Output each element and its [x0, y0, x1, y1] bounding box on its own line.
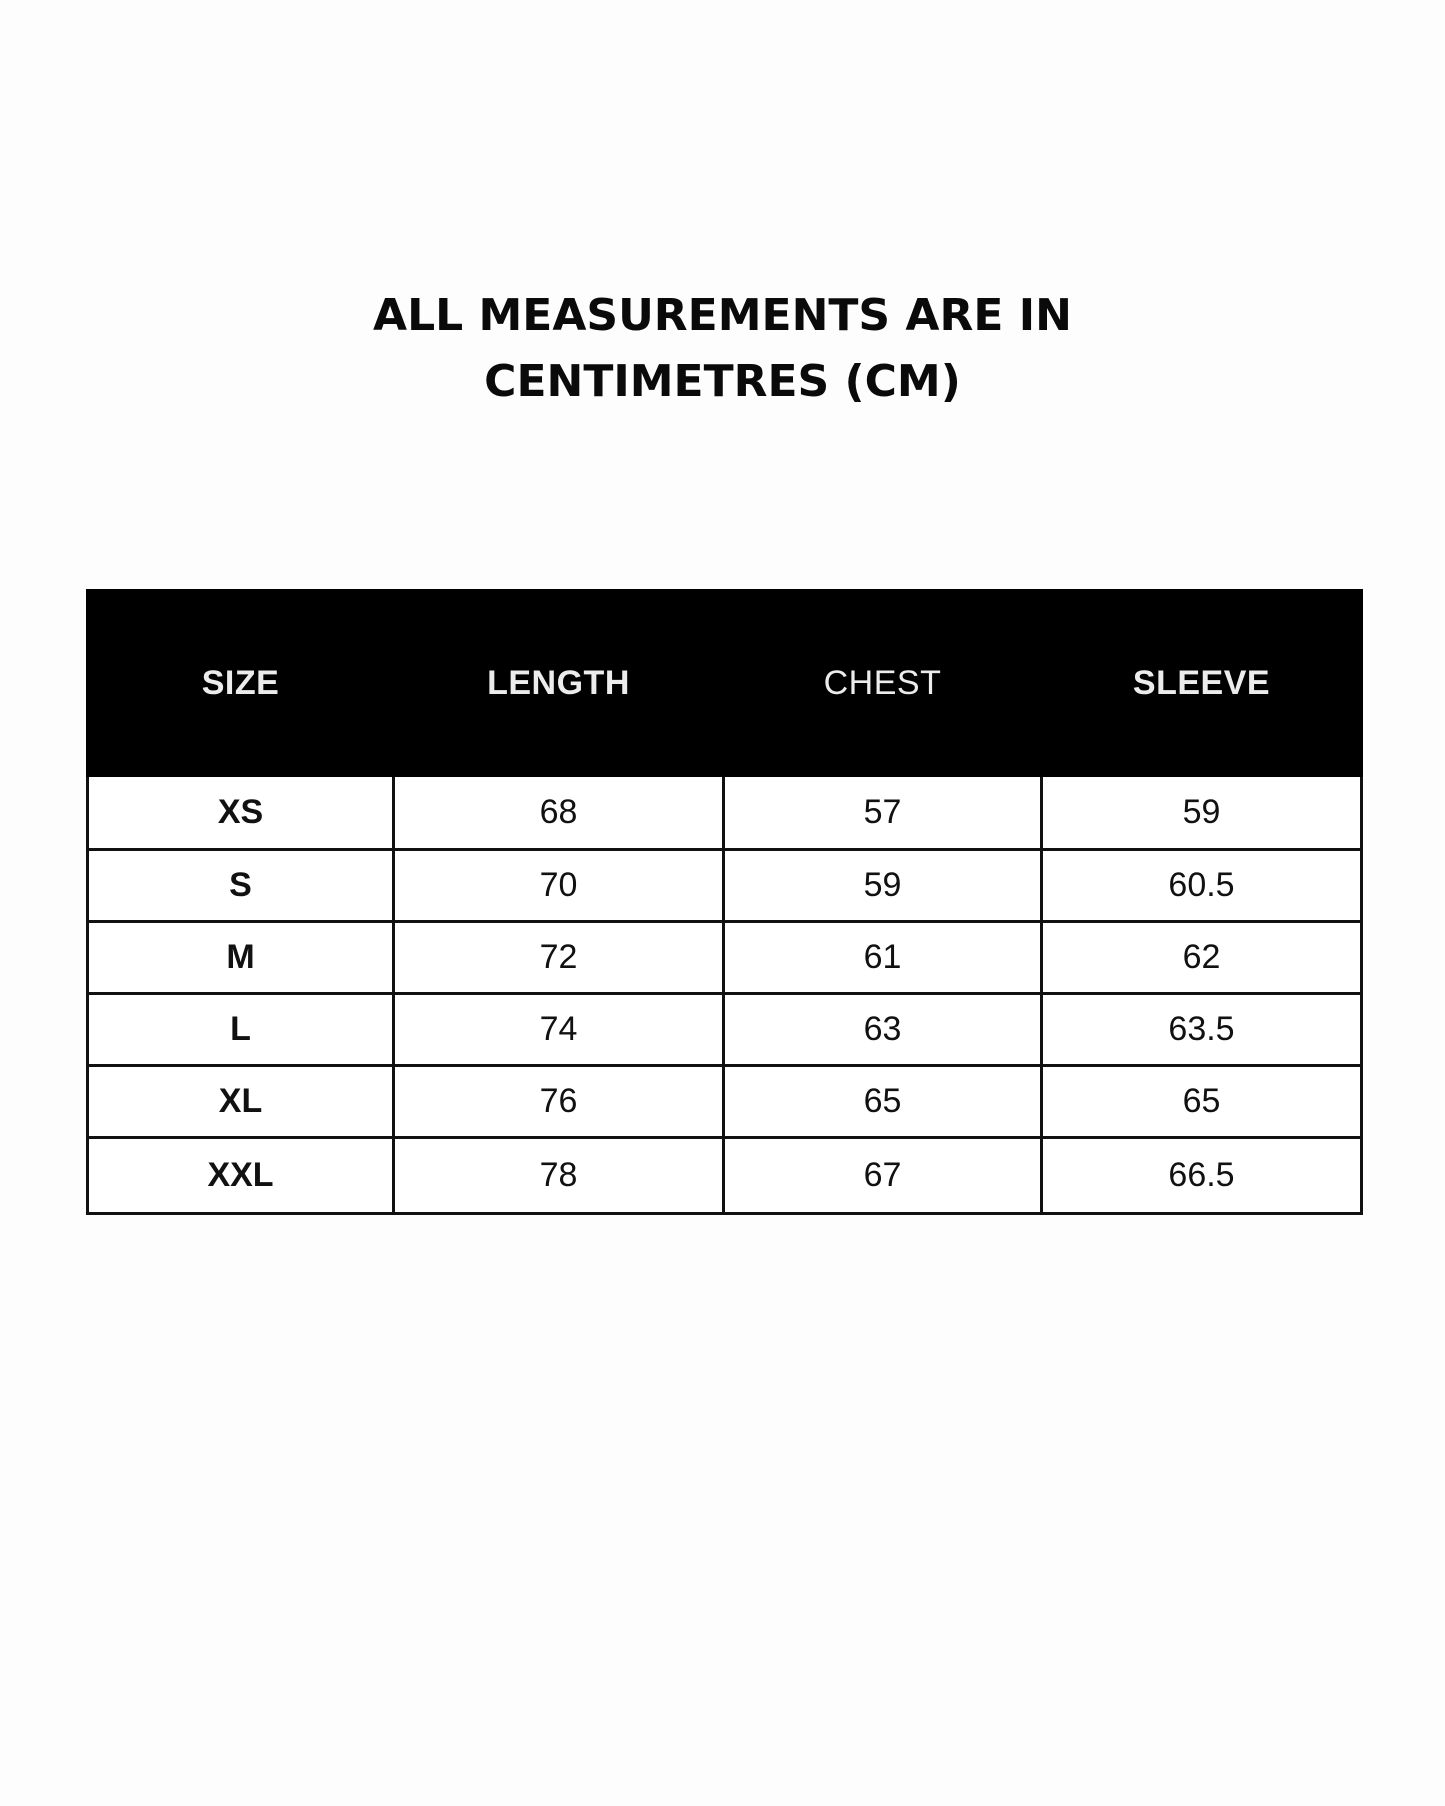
chest-cell: 63: [724, 994, 1042, 1066]
table-row: [88, 776, 1362, 850]
size-cell: XXL: [88, 1138, 394, 1214]
chest-cell: 67: [724, 1138, 1042, 1214]
table-row: [88, 994, 1362, 1066]
length-cell: 74: [394, 994, 724, 1066]
length-cell: 68: [394, 776, 724, 850]
header-size: SIZE: [88, 591, 394, 776]
header-row: [88, 591, 1362, 776]
length-cell: 78: [394, 1138, 724, 1214]
chest-cell: 59: [724, 850, 1042, 922]
size-chart-table: [86, 589, 1363, 1215]
heading-line-1: ALL MEASUREMENTS ARE IN: [373, 290, 1072, 341]
length-cell: 72: [394, 922, 724, 994]
sleeve-cell: 62: [1042, 922, 1362, 994]
table-body: [88, 776, 1362, 1214]
heading-line-2: CENTIMETRES (CM): [484, 356, 961, 407]
header-sleeve: SLEEVE: [1042, 591, 1362, 776]
size-cell: XL: [88, 1066, 394, 1138]
size-cell: XS: [88, 776, 394, 850]
header-chest: CHEST: [724, 591, 1042, 776]
table-row: [88, 1066, 1362, 1138]
table-row: [88, 1138, 1362, 1214]
page-heading: [0, 283, 1445, 415]
table-row: [88, 922, 1362, 994]
chest-cell: 57: [724, 776, 1042, 850]
table-row: [88, 850, 1362, 922]
length-cell: 70: [394, 850, 724, 922]
size-cell: M: [88, 922, 394, 994]
table-header: [88, 591, 1362, 776]
chest-cell: 61: [724, 922, 1042, 994]
size-cell: S: [88, 850, 394, 922]
sleeve-cell: 65: [1042, 1066, 1362, 1138]
chest-cell: 65: [724, 1066, 1042, 1138]
size-cell: L: [88, 994, 394, 1066]
sleeve-cell: 63.5: [1042, 994, 1362, 1066]
sleeve-cell: 59: [1042, 776, 1362, 850]
sleeve-cell: 66.5: [1042, 1138, 1362, 1214]
sleeve-cell: 60.5: [1042, 850, 1362, 922]
header-length: LENGTH: [394, 591, 724, 776]
length-cell: 76: [394, 1066, 724, 1138]
